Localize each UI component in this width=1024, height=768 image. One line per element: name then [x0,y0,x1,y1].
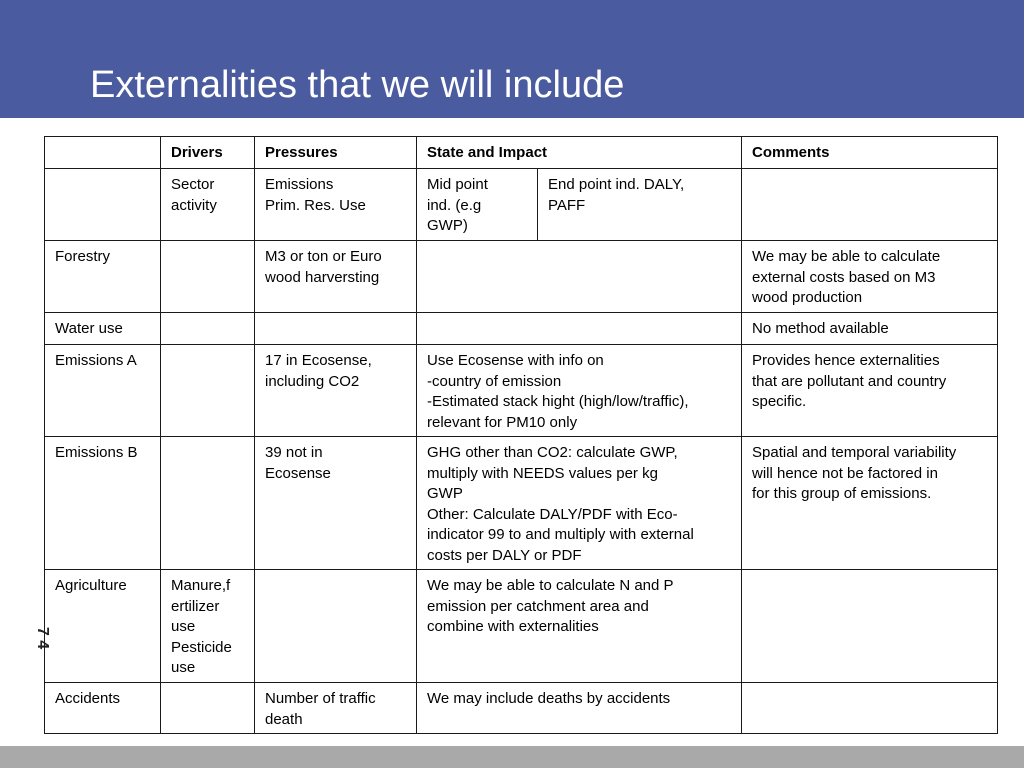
cell-line: Emissions [265,176,334,193]
row-drivers [161,241,255,313]
subheader-pressures [255,169,417,241]
cell-line: We may include deaths by accidents [427,690,671,707]
cell-line: 39 not in [265,444,323,461]
row-drivers [161,683,255,734]
cell-line: We may be able to calculate [752,248,941,265]
cell-line: Mid point [427,176,488,193]
cell-line: End point ind. DALY, [548,176,685,193]
cell-line: 17 in Ecosense, [265,352,372,369]
subheader-empty [45,169,161,241]
cell-line: that are pollutant and country [752,372,947,390]
row-pressures [255,683,417,734]
table-row [45,570,998,683]
table-row [45,437,998,570]
cell-line: -country of emission [427,372,562,390]
row-state-impact [417,241,742,313]
cell-line: M3 or ton or Euro [265,248,382,265]
cell-line: costs per DALY or PDF [427,546,582,564]
subheader-endpoint [538,169,742,241]
side-mark: 7 4 [34,626,51,650]
row-label: Emissions A [45,345,161,437]
row-pressures [255,570,417,683]
row-pressures [255,437,417,570]
cell-line: No method available [752,320,889,337]
cell-line: Number of traffic [265,690,376,707]
cell-line: We may be able to calculate N and P [427,577,674,594]
row-label: Agriculture [45,570,161,683]
subheader-drivers [161,169,255,241]
row-pressures [255,241,417,313]
bottom-bar [0,746,1024,768]
cell-line: PAFF [548,196,586,214]
subheader-midpoint [417,169,538,241]
cell-line: use [171,659,196,676]
cell-line: Sector [171,176,215,193]
subheader-row [45,169,998,241]
row-drivers [161,570,255,683]
cell-line: wood production [752,289,863,306]
cell-line: GWP) [427,217,468,234]
cell-line: multiply with NEEDS values per kg [427,464,658,482]
row-state-impact [417,437,742,570]
row-pressures [255,345,417,437]
cell-line: ertilizer [171,597,220,615]
row-label: Emissions B [45,437,161,570]
row-drivers [161,437,255,570]
slide-title: Externalities that we will include [90,64,625,106]
cell-line: Provides hence externalities [752,352,940,369]
row-drivers [161,313,255,345]
row-state-impact [417,345,742,437]
table-row [45,313,998,345]
cell-line: Other: Calculate DALY/PDF with Eco- [427,505,678,523]
header-pressures: Pressures [255,137,417,169]
header-state-impact: State and Impact [417,137,742,169]
externalities-table [44,136,998,734]
cell-line: specific. [752,393,807,410]
cell-line: relevant for PM10 only [427,413,578,431]
row-state-impact [417,683,742,734]
cell-line: Spatial and temporal variability [752,444,957,461]
header-empty [45,137,161,169]
cell-line: ind. (e.g [427,196,482,214]
cell-line: combine with externalities [427,618,599,635]
row-label: Water use [45,313,161,345]
row-comments [742,345,998,437]
cell-line: for this group of emissions. [752,485,932,502]
cell-line: will hence not be factored in [752,464,938,482]
cell-line: Prim. Res. Use [265,196,366,214]
row-state-impact [417,313,742,345]
cell-line: GWP [427,485,463,502]
row-comments [742,437,998,570]
cell-line: Manure,f [171,577,231,594]
cell-line: activity [171,196,217,214]
row-comments [742,313,998,345]
row-comments [742,683,998,734]
header-comments: Comments [742,137,998,169]
row-comments [742,570,998,683]
cell-line: -Estimated stack hight (high/low/traffic), [427,393,689,410]
cell-line: wood harversting [265,268,380,286]
cell-line: Use Ecosense with info on [427,352,604,369]
cell-line: death [265,710,303,728]
row-label: Forestry [45,241,161,313]
table-row [45,683,998,734]
row-state-impact [417,570,742,683]
cell-line: external costs based on M3 [752,268,936,286]
row-comments [742,241,998,313]
table-row [45,241,998,313]
cell-line: Ecosense [265,464,331,482]
cell-line: indicator 99 to and multiply with external [427,526,694,543]
subheader-comments [742,169,998,241]
cell-line: Pesticide [171,638,232,656]
header-row [45,137,998,169]
row-pressures [255,313,417,345]
cell-line: including CO2 [265,372,360,390]
row-label: Accidents [45,683,161,734]
cell-line: use [171,618,196,635]
header-drivers: Drivers [161,137,255,169]
cell-line: GHG other than CO2: calculate GWP, [427,444,678,461]
table-row [45,345,998,437]
row-drivers [161,345,255,437]
cell-line: emission per catchment area and [427,597,649,615]
